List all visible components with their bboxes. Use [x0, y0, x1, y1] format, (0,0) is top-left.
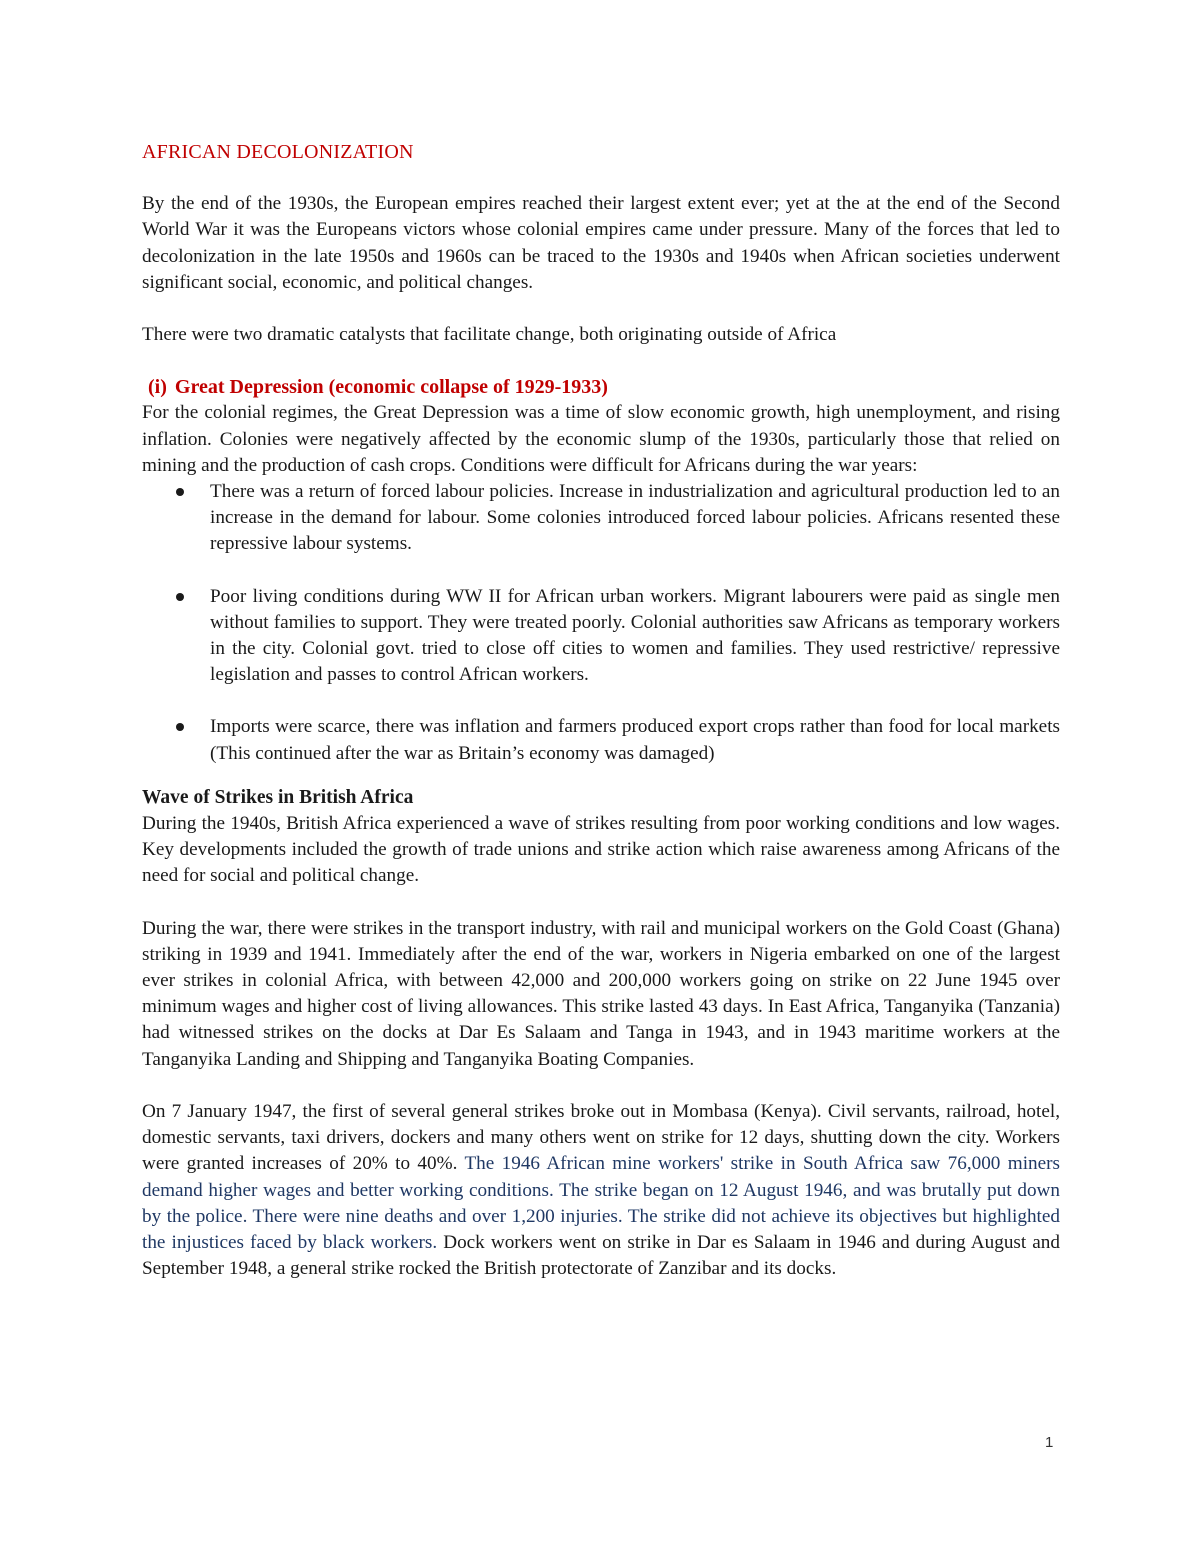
strikes-paragraph-2: During the war, there were strikes in the transport industry, with rail and municipal workers on the Gold Coast (Ghana) striking in 1939 and 1941. Immediately after the end of the war, workers in Nigeria embarked on one of the largest ever strikes in colonial Africa, with between 42,000 and 200,000 workers going on strike on 22 June 1945 over minimum wages and higher cost of living allowances. This strike lasted 43 days. In East Africa, Tanganyika (Tanzania) had witnessed strikes on the docks at Dar Es Salaam and Tanga in 1943, and in 1943 maritime workers at the Tanganyika Landing and Shipping and Tanganyika Boating Companies.	[142, 917, 1060, 1070]
subsection-title: Great Depression (economic collapse of 1929-1933)	[174, 376, 608, 399]
subsection-heading	[142, 374, 1060, 400]
document-title: AFRICAN DECOLONIZATION	[142, 141, 414, 163]
south-africa-text: The 1946 African mine workers' strike in South Africa saw 76,000 miners demand higher wages and better working conditions. The strike began on 12 August 1946, and was brutally put down by the police. There were nine deaths and over 1,200 injuries. The strike did not achieve its objectives but highlighted the injustices faced by black workers.	[142, 1153, 1060, 1253]
list-item-text: Imports were scarce, there was inflation and farmers produced export crops rather than food for local markets (This continued after the war as Britain’s economy was damaged)	[210, 716, 1060, 764]
page-number: 1	[1045, 1434, 1054, 1451]
mombasa-text: On 7 January 1947, the first of several general strikes broke out in Mombasa (Kenya). Civil servants, railroad, hotel, domestic servants, taxi drivers, dockers and many others went on strike for 12 days, shutting down the city. Workers were granted increases of 20% to 40%.	[142, 1100, 1060, 1175]
list-item-text: There was a return of forced labour policies. Increase in industrialization and agricultural production led to an increase in the demand for labour. Some colonies introduced forced labour policies. Africans resented these repressive labour systems.	[210, 481, 1060, 555]
list-item	[142, 479, 1060, 558]
conditions-list	[142, 479, 1060, 767]
dar-es-salaam-text: Dock workers went on strike in Dar es Salaam in 1946 and during August and September 1948, a general strike rocked the British protectorate of Zanzibar and its docks.	[142, 1231, 1060, 1280]
bullet-icon	[176, 593, 184, 601]
list-item	[142, 714, 1060, 766]
subsection-number: (i)	[148, 376, 167, 399]
catalysts-paragraph: There were two dramatic catalysts that facilitate change, both originating outside of Africa	[142, 324, 837, 346]
list-item-text: Poor living conditions during WW II for African urban workers. Migrant labourers were paid as single men without families to support. They were treated poorly. Colonial authorities saw Africans as temporary workers in the city. Colonial govt. tried to close off cities to women and families. They used restrictive/ repressive legislation and passes to control African workers.	[210, 585, 1060, 686]
list-item	[142, 584, 1060, 689]
page-content	[142, 139, 1060, 1282]
bullet-icon	[176, 723, 184, 731]
intro-paragraph: By the end of the 1930s, the European empires reached their largest extent ever; yet at the at the end of the Second World War it was the Europeans victors whose colonial empires came under pressure. Many of the forces that led to decolonization in the late 1950s and 1960s can be traced to the 1930s and 1940s when African societies underwent significant social, economic, and political changes.	[142, 193, 1060, 293]
bullet-icon	[176, 488, 184, 496]
depression-paragraph: For the colonial regimes, the Great Depression was a time of slow economic growth, high unemployment, and rising inflation. Colonies were negatively affected by the economic slump of the 1930s, particularly those that relied on mining and the production of cash crops. Conditions were difficult for Africans during the war years:	[142, 402, 1060, 476]
strikes-heading: Wave of Strikes in British Africa	[142, 786, 414, 808]
strikes-paragraph-1: During the 1940s, British Africa experienced a wave of strikes resulting from poor working conditions and low wages. Key developments included the growth of trade unions and strike action which raise awareness among Africans of the need for social and political change.	[142, 813, 1060, 887]
strikes-paragraph-3	[142, 1099, 1060, 1282]
